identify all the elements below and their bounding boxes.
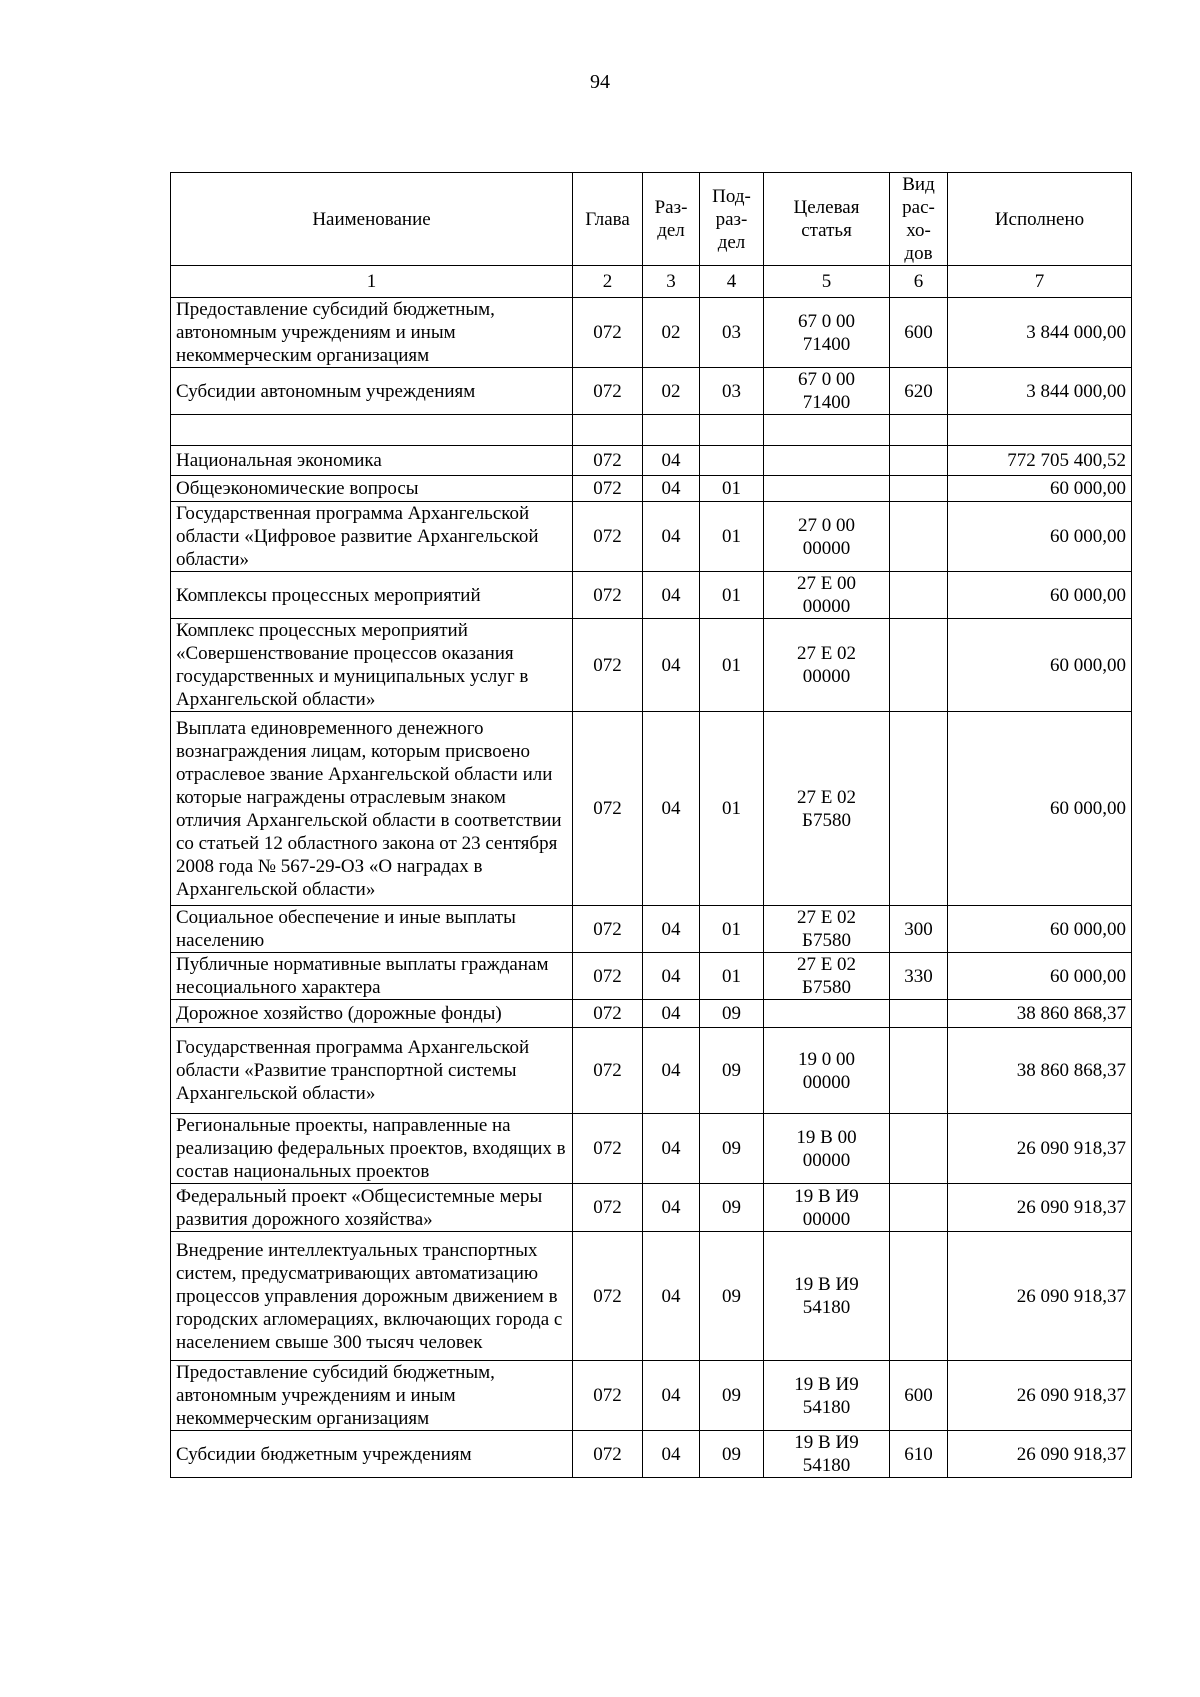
cell-subsection: 09 (700, 1361, 764, 1431)
cell-expense-type (890, 1028, 948, 1114)
cell-section: 04 (643, 446, 700, 476)
cell-executed: 60 000,00 (948, 619, 1132, 712)
cell-section: 04 (643, 572, 700, 619)
cell-name: Общеэкономические вопросы (171, 476, 573, 502)
header-subsection: Под- раз- дел (700, 173, 764, 266)
cell-section: 04 (643, 712, 700, 906)
column-number: 4 (700, 266, 764, 298)
cell-executed: 26 090 918,37 (948, 1431, 1132, 1478)
cell-subsection: 01 (700, 619, 764, 712)
table-row (171, 502, 1132, 572)
cell-section: 04 (643, 1361, 700, 1431)
cell-chapter: 072 (573, 572, 643, 619)
table-row (171, 953, 1132, 1000)
cell-target-item: 19 В И9 54180 (764, 1431, 890, 1478)
cell-subsection: 09 (700, 1184, 764, 1232)
cell-expense-type: 610 (890, 1431, 948, 1478)
cell-target-item: 19 В И9 00000 (764, 1184, 890, 1232)
cell-executed: 26 090 918,37 (948, 1361, 1132, 1431)
cell-expense-type (890, 619, 948, 712)
cell-subsection: 01 (700, 906, 764, 953)
cell-section: 04 (643, 1232, 700, 1361)
cell-chapter: 072 (573, 1184, 643, 1232)
header-expense-type: Вид рас- хо- дов (890, 173, 948, 266)
cell-name: Внедрение интеллектуальных транспортных систем, предусматривающих автоматизацию процессов управления дорожным движением в городских агломерациях, включающих города с населением свыше 300 тысяч человек (171, 1232, 573, 1361)
column-number: 5 (764, 266, 890, 298)
cell-name: Предоставление субсидий бюджетным, автономным учреждениям и иным некоммерческим организациям (171, 298, 573, 368)
cell-target-item: 27 Е 02 Б7580 (764, 906, 890, 953)
cell-subsection: 03 (700, 298, 764, 368)
cell-expense-type: 330 (890, 953, 948, 1000)
cell-subsection: 01 (700, 502, 764, 572)
cell-expense-type (890, 1184, 948, 1232)
table-row (171, 619, 1132, 712)
column-number: 6 (890, 266, 948, 298)
cell-executed: 772 705 400,52 (948, 446, 1132, 476)
cell-expense-type: 620 (890, 368, 948, 415)
cell-expense-type (890, 1232, 948, 1361)
cell-section (643, 415, 700, 446)
cell-section: 02 (643, 298, 700, 368)
cell-executed: 60 000,00 (948, 476, 1132, 502)
table-row (171, 572, 1132, 619)
cell-expense-type (890, 712, 948, 906)
cell-target-item: 19 В 00 00000 (764, 1114, 890, 1184)
cell-chapter: 072 (573, 298, 643, 368)
cell-section: 04 (643, 502, 700, 572)
cell-name: Федеральный проект «Общесистемные меры развития дорожного хозяйства» (171, 1184, 573, 1232)
cell-executed: 26 090 918,37 (948, 1232, 1132, 1361)
cell-target-item: 27 Е 00 00000 (764, 572, 890, 619)
cell-name: Предоставление субсидий бюджетным, автономным учреждениям и иным некоммерческим организациям (171, 1361, 573, 1431)
table-row (171, 1000, 1132, 1028)
page-number: 94 (590, 71, 610, 93)
cell-executed: 60 000,00 (948, 572, 1132, 619)
table-row (171, 1028, 1132, 1114)
table-row (171, 712, 1132, 906)
column-number: 2 (573, 266, 643, 298)
cell-name: Национальная экономика (171, 446, 573, 476)
cell-expense-type (890, 1000, 948, 1028)
cell-subsection: 01 (700, 712, 764, 906)
table-row (171, 298, 1132, 368)
table-row (171, 368, 1132, 415)
table-row (171, 1431, 1132, 1478)
cell-chapter: 072 (573, 619, 643, 712)
cell-target-item: 19 В И9 54180 (764, 1232, 890, 1361)
cell-name (171, 415, 573, 446)
cell-executed: 60 000,00 (948, 712, 1132, 906)
cell-chapter: 072 (573, 712, 643, 906)
cell-section: 04 (643, 1028, 700, 1114)
cell-chapter: 072 (573, 1028, 643, 1114)
cell-subsection: 09 (700, 1028, 764, 1114)
cell-name: Региональные проекты, направленные на реализацию федеральных проектов, входящих в состав национальных проектов (171, 1114, 573, 1184)
cell-chapter: 072 (573, 1431, 643, 1478)
cell-section: 04 (643, 619, 700, 712)
table-row (171, 1361, 1132, 1431)
cell-executed: 26 090 918,37 (948, 1184, 1132, 1232)
cell-target-item: 67 0 00 71400 (764, 298, 890, 368)
cell-target-item: 19 0 00 00000 (764, 1028, 890, 1114)
cell-section: 04 (643, 1114, 700, 1184)
cell-name: Комплекс процессных мероприятий «Совершенствование процессов оказания государственных и муниципальных услуг в Архангельской области» (171, 619, 573, 712)
cell-chapter: 072 (573, 476, 643, 502)
cell-name: Выплата единовременного денежного вознаграждения лицам, которым присвоено отраслевое звание Архангельской области или которые награждены отраслевым знаком отличия Архангельской области в соответствии со статьей 12 областного закона от 23 сентября 2008 года № 567-29-ОЗ «О наградах в Архангельской области» (171, 712, 573, 906)
cell-subsection: 01 (700, 476, 764, 502)
cell-executed: 3 844 000,00 (948, 298, 1132, 368)
cell-executed (948, 415, 1132, 446)
column-number: 7 (948, 266, 1132, 298)
cell-subsection: 09 (700, 1431, 764, 1478)
cell-target-item: 67 0 00 71400 (764, 368, 890, 415)
cell-executed: 38 860 868,37 (948, 1000, 1132, 1028)
cell-expense-type (890, 476, 948, 502)
cell-name: Субсидии автономным учреждениям (171, 368, 573, 415)
cell-subsection (700, 415, 764, 446)
cell-target-item (764, 476, 890, 502)
cell-subsection (700, 446, 764, 476)
table-row (171, 415, 1132, 446)
cell-subsection: 01 (700, 572, 764, 619)
cell-chapter: 072 (573, 953, 643, 1000)
header-target-item: Целевая статья (764, 173, 890, 266)
column-number: 3 (643, 266, 700, 298)
cell-chapter: 072 (573, 1000, 643, 1028)
table-row (171, 1114, 1132, 1184)
cell-subsection: 09 (700, 1000, 764, 1028)
cell-section: 02 (643, 368, 700, 415)
cell-expense-type: 300 (890, 906, 948, 953)
header-executed: Исполнено (948, 173, 1132, 266)
cell-expense-type (890, 572, 948, 619)
cell-chapter: 072 (573, 906, 643, 953)
cell-section: 04 (643, 906, 700, 953)
cell-executed: 60 000,00 (948, 502, 1132, 572)
cell-target-item: 19 В И9 54180 (764, 1361, 890, 1431)
cell-expense-type: 600 (890, 298, 948, 368)
cell-name: Государственная программа Архангельской области «Развитие транспортной системы Архангельской области» (171, 1028, 573, 1114)
cell-subsection: 09 (700, 1114, 764, 1184)
cell-target-item (764, 446, 890, 476)
cell-executed: 26 090 918,37 (948, 1114, 1132, 1184)
table-body (171, 298, 1132, 1478)
cell-expense-type (890, 502, 948, 572)
cell-subsection: 03 (700, 368, 764, 415)
cell-name: Социальное обеспечение и иные выплаты населению (171, 906, 573, 953)
column-number-row (171, 266, 1132, 298)
cell-chapter: 072 (573, 1232, 643, 1361)
cell-section: 04 (643, 953, 700, 1000)
cell-chapter: 072 (573, 446, 643, 476)
header-row (171, 173, 1132, 266)
cell-executed: 60 000,00 (948, 953, 1132, 1000)
cell-section: 04 (643, 1184, 700, 1232)
cell-chapter: 072 (573, 502, 643, 572)
cell-name: Комплексы процессных мероприятий (171, 572, 573, 619)
cell-name: Публичные нормативные выплаты гражданам несоциального характера (171, 953, 573, 1000)
cell-expense-type (890, 1114, 948, 1184)
cell-chapter: 072 (573, 1361, 643, 1431)
cell-section: 04 (643, 1000, 700, 1028)
cell-name: Субсидии бюджетным учреждениям (171, 1431, 573, 1478)
table-row (171, 1184, 1132, 1232)
cell-chapter: 072 (573, 1114, 643, 1184)
header-chapter: Глава (573, 173, 643, 266)
column-number: 1 (171, 266, 573, 298)
table-row (171, 1232, 1132, 1361)
cell-target-item: 27 Е 02 00000 (764, 619, 890, 712)
cell-name: Государственная программа Архангельской области «Цифровое развитие Архангельской области» (171, 502, 573, 572)
cell-section: 04 (643, 1431, 700, 1478)
cell-subsection: 09 (700, 1232, 764, 1361)
table-row (171, 476, 1132, 502)
table-row (171, 906, 1132, 953)
cell-target-item: 27 0 00 00000 (764, 502, 890, 572)
cell-section: 04 (643, 476, 700, 502)
cell-expense-type (890, 415, 948, 446)
cell-target-item (764, 415, 890, 446)
cell-subsection: 01 (700, 953, 764, 1000)
cell-expense-type: 600 (890, 1361, 948, 1431)
budget-execution-table (170, 172, 1132, 1478)
cell-chapter: 072 (573, 368, 643, 415)
cell-executed: 60 000,00 (948, 906, 1132, 953)
header-name: Наименование (171, 173, 573, 266)
cell-executed: 38 860 868,37 (948, 1028, 1132, 1114)
cell-executed: 3 844 000,00 (948, 368, 1132, 415)
cell-target-item: 27 Е 02 Б7580 (764, 712, 890, 906)
header-section: Раз- дел (643, 173, 700, 266)
cell-expense-type (890, 446, 948, 476)
cell-target-item (764, 1000, 890, 1028)
cell-chapter (573, 415, 643, 446)
cell-target-item: 27 Е 02 Б7580 (764, 953, 890, 1000)
cell-name: Дорожное хозяйство (дорожные фонды) (171, 1000, 573, 1028)
table-row (171, 446, 1132, 476)
